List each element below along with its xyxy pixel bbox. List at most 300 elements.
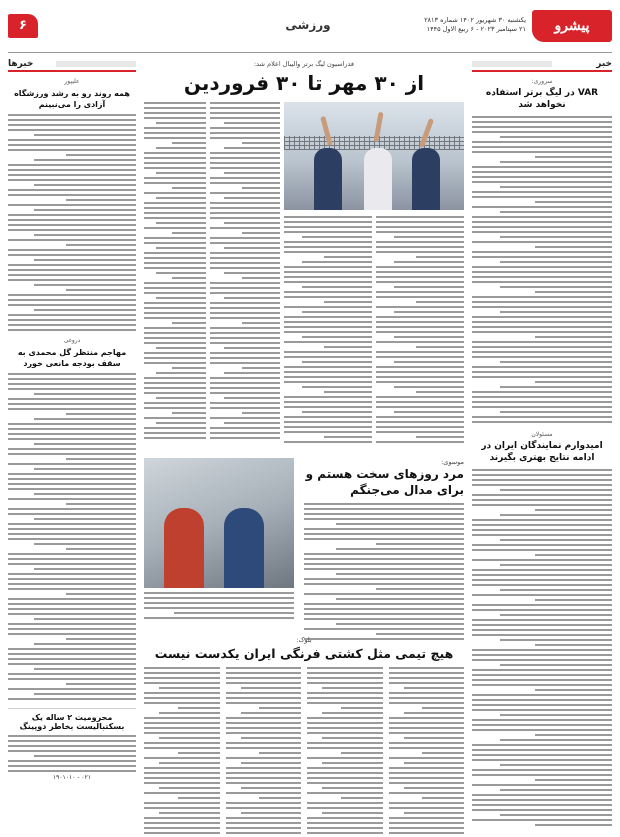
text-line	[8, 528, 136, 530]
text-line	[472, 276, 612, 278]
text-line	[472, 754, 612, 756]
text-line	[284, 296, 372, 298]
text-line	[324, 436, 372, 438]
text-line	[144, 242, 206, 244]
text-line	[226, 832, 302, 834]
item-title: محرومیت ۲ ساله یک بسکتبالیست بخاطر دوپینگ	[8, 708, 136, 731]
text-line	[144, 207, 206, 209]
text-line	[8, 219, 136, 221]
text-line	[34, 418, 136, 420]
text-line	[144, 282, 206, 284]
text-line	[8, 383, 136, 385]
text-line	[472, 619, 612, 621]
text-line	[156, 397, 206, 399]
text-line	[472, 166, 612, 168]
item-body	[8, 735, 136, 772]
text-line	[535, 599, 612, 601]
text-line	[226, 747, 302, 749]
text-line	[34, 284, 136, 286]
text-line	[66, 683, 136, 685]
text-line	[8, 194, 136, 196]
text-line	[307, 832, 383, 834]
text-line	[210, 392, 280, 394]
text-line	[307, 782, 383, 784]
text-line	[376, 351, 464, 353]
text-line	[472, 396, 612, 398]
text-line	[472, 569, 612, 571]
text-line	[8, 563, 136, 565]
text-line	[535, 156, 612, 158]
text-line	[284, 276, 372, 278]
text-line	[178, 797, 220, 799]
text-line	[226, 817, 302, 819]
text-line	[500, 236, 612, 238]
text-line	[389, 697, 465, 699]
text-line	[226, 792, 302, 794]
text-line	[472, 629, 612, 631]
text-line	[307, 697, 383, 699]
text-line	[34, 159, 136, 161]
text-line	[472, 504, 612, 506]
text-line	[500, 589, 612, 591]
text-line	[500, 714, 612, 716]
column-label: خبر	[596, 59, 612, 69]
text-line	[144, 167, 206, 169]
text-line	[376, 356, 464, 358]
text-line	[302, 311, 372, 313]
lead-body-col	[144, 102, 206, 439]
text-line	[8, 765, 136, 767]
text-line	[394, 411, 464, 413]
text-line	[535, 336, 612, 338]
text-line	[376, 291, 464, 293]
text-line	[210, 332, 280, 334]
text-line	[472, 594, 612, 596]
lead-headline: از ۳۰ مهر تا ۳۰ فروردین	[183, 71, 425, 95]
text-line	[8, 319, 136, 321]
text-line	[144, 112, 206, 114]
text-line	[8, 269, 136, 271]
text-line	[404, 737, 464, 739]
text-line	[472, 131, 612, 133]
text-line	[472, 654, 612, 656]
text-line	[389, 817, 465, 819]
text-line	[144, 392, 206, 394]
text-line	[284, 356, 372, 358]
text-line	[304, 628, 464, 630]
text-line	[144, 337, 206, 339]
text-line	[307, 807, 383, 809]
text-line	[224, 297, 280, 299]
text-line	[34, 518, 136, 520]
text-line	[144, 437, 206, 439]
text-line	[8, 508, 136, 510]
text-line	[389, 782, 465, 784]
text-line	[472, 241, 612, 243]
text-line	[472, 231, 612, 233]
text-line	[241, 712, 301, 714]
lead-body-col	[376, 216, 464, 443]
text-line	[34, 209, 136, 211]
text-line	[472, 141, 612, 143]
text-line	[241, 737, 301, 739]
text-line	[144, 327, 206, 329]
text-line	[389, 692, 465, 694]
text-line	[8, 324, 136, 326]
text-line	[535, 381, 612, 383]
text-line	[8, 453, 136, 455]
second-photo	[144, 458, 294, 588]
text-line	[144, 417, 206, 419]
text-line	[8, 438, 136, 440]
text-line	[472, 296, 612, 298]
text-line	[241, 687, 301, 689]
phone-number: ۱۹۰۱۰۱۰ - ۰۲۱	[52, 774, 92, 781]
text-line	[210, 307, 280, 309]
text-line	[8, 698, 136, 700]
text-line	[144, 597, 294, 599]
text-line	[8, 745, 136, 747]
text-line	[302, 361, 372, 363]
text-line	[472, 251, 612, 253]
text-line	[472, 196, 612, 198]
text-line	[284, 406, 372, 408]
text-line	[144, 387, 206, 389]
text-line	[8, 433, 136, 435]
text-line	[144, 592, 294, 594]
text-line	[144, 727, 220, 729]
text-line	[472, 804, 612, 806]
text-line	[389, 807, 465, 809]
text-line	[472, 116, 612, 118]
text-line	[376, 371, 464, 373]
text-line	[535, 734, 612, 736]
text-line	[210, 132, 280, 134]
page-header	[8, 8, 612, 52]
text-line	[159, 712, 219, 714]
text-line	[144, 722, 220, 724]
text-line	[284, 341, 372, 343]
text-line	[304, 593, 464, 595]
text-line	[210, 152, 280, 154]
third-article	[144, 636, 464, 837]
text-line	[144, 237, 206, 239]
text-line	[144, 382, 206, 384]
text-line	[404, 687, 464, 689]
text-line	[210, 212, 280, 214]
text-line	[8, 473, 136, 475]
text-line	[144, 132, 206, 134]
text-line	[376, 226, 464, 228]
text-line	[472, 584, 612, 586]
text-line	[8, 740, 136, 742]
header-bar	[472, 61, 552, 67]
text-line	[416, 391, 464, 393]
text-line	[422, 797, 464, 799]
text-line	[535, 824, 612, 826]
text-line	[307, 792, 383, 794]
text-line	[8, 249, 136, 251]
left-news-column	[8, 58, 136, 828]
text-line	[472, 121, 612, 123]
text-line	[322, 812, 382, 814]
text-line	[144, 307, 206, 309]
text-line	[307, 777, 383, 779]
text-line	[8, 129, 136, 131]
text-line	[307, 772, 383, 774]
third-body-col	[144, 667, 220, 837]
text-line	[144, 352, 206, 354]
text-line	[8, 398, 136, 400]
text-line	[8, 314, 136, 316]
text-line	[472, 799, 612, 801]
text-line	[224, 122, 280, 124]
text-line	[322, 737, 382, 739]
second-body	[304, 503, 464, 640]
text-line	[210, 292, 280, 294]
text-line	[66, 244, 136, 246]
text-line	[34, 443, 136, 445]
text-line	[144, 742, 220, 744]
text-line	[304, 538, 464, 540]
text-line	[210, 242, 280, 244]
text-line	[66, 154, 136, 156]
text-line	[226, 677, 302, 679]
text-line	[210, 192, 280, 194]
text-line	[224, 347, 280, 349]
text-line	[8, 304, 136, 306]
text-line	[210, 262, 280, 264]
text-line	[304, 558, 464, 560]
text-line	[322, 687, 382, 689]
text-line	[304, 553, 464, 555]
text-line	[284, 351, 372, 353]
text-line	[144, 772, 220, 774]
text-line	[394, 361, 464, 363]
text-line	[389, 732, 465, 734]
text-line	[224, 172, 280, 174]
lead-body-col	[210, 102, 280, 439]
text-line	[500, 814, 612, 816]
main-articles	[144, 58, 464, 828]
text-line	[226, 702, 302, 704]
third-body-col	[307, 667, 383, 837]
text-line	[394, 311, 464, 313]
text-line	[224, 222, 280, 224]
text-line	[172, 187, 206, 189]
text-line	[472, 744, 612, 746]
text-line	[8, 735, 136, 737]
text-line	[472, 559, 612, 561]
text-line	[324, 256, 372, 258]
text-line	[472, 649, 612, 651]
text-line	[226, 722, 302, 724]
text-line	[8, 378, 136, 380]
text-line	[535, 644, 612, 646]
text-line	[302, 236, 372, 238]
text-line	[224, 247, 280, 249]
text-line	[284, 266, 372, 268]
text-line	[8, 204, 136, 206]
text-line	[159, 762, 219, 764]
text-line	[156, 197, 206, 199]
text-line	[8, 448, 136, 450]
text-line	[302, 411, 372, 413]
text-line	[394, 336, 464, 338]
text-line	[389, 792, 465, 794]
text-line	[284, 291, 372, 293]
item-title: مهاجم منتظر گل محمدی به سقف بودجه مانعی خورد	[17, 348, 127, 368]
text-line	[472, 171, 612, 173]
text-line	[144, 767, 220, 769]
text-line	[376, 366, 464, 368]
text-line	[376, 396, 464, 398]
text-line	[8, 760, 136, 762]
text-line	[389, 832, 465, 834]
text-line	[302, 261, 372, 263]
text-line	[336, 598, 464, 600]
text-line	[472, 376, 612, 378]
text-line	[156, 297, 206, 299]
text-line	[144, 782, 220, 784]
text-line	[472, 341, 612, 343]
player-figure	[364, 148, 392, 210]
text-line	[210, 207, 280, 209]
text-line	[144, 407, 206, 409]
text-line	[500, 411, 612, 413]
text-line	[472, 351, 612, 353]
brief-kicker: سروری:	[531, 78, 553, 85]
text-line	[144, 127, 206, 129]
text-line	[500, 386, 612, 388]
text-line	[210, 317, 280, 319]
text-line	[224, 147, 280, 149]
text-line	[472, 624, 612, 626]
text-line	[156, 122, 206, 124]
text-line	[156, 422, 206, 424]
text-line	[8, 553, 136, 555]
text-line	[472, 694, 612, 696]
text-line	[144, 692, 220, 694]
text-line	[472, 669, 612, 671]
lead-body-col	[284, 216, 372, 443]
text-line	[8, 478, 136, 480]
text-line	[389, 667, 465, 669]
text-line	[226, 732, 302, 734]
text-line	[224, 422, 280, 424]
text-line	[304, 503, 464, 505]
text-line	[389, 722, 465, 724]
text-line	[307, 822, 383, 824]
text-line	[302, 336, 372, 338]
text-line	[210, 357, 280, 359]
text-line	[210, 107, 280, 109]
text-line	[144, 312, 206, 314]
text-line	[500, 489, 612, 491]
text-line	[8, 533, 136, 535]
text-line	[472, 216, 612, 218]
text-line	[376, 321, 464, 323]
text-line	[472, 281, 612, 283]
text-line	[535, 509, 612, 511]
text-line	[376, 441, 464, 443]
text-line	[389, 757, 465, 759]
text-line	[284, 371, 372, 373]
text-line	[472, 709, 612, 711]
text-line	[336, 623, 464, 625]
text-line	[307, 757, 383, 759]
issue-date	[424, 16, 526, 34]
text-line	[144, 362, 206, 364]
text-line	[304, 568, 464, 570]
text-line	[472, 794, 612, 796]
text-line	[472, 724, 612, 726]
text-line	[376, 421, 464, 423]
text-line	[241, 762, 301, 764]
text-line	[34, 543, 136, 545]
text-line	[259, 797, 301, 799]
text-line	[322, 762, 382, 764]
text-line	[144, 717, 220, 719]
text-line	[472, 674, 612, 676]
text-line	[500, 161, 612, 163]
text-line	[242, 142, 281, 144]
text-line	[307, 672, 383, 674]
text-line	[284, 331, 372, 333]
text-line	[226, 757, 302, 759]
text-line	[472, 256, 612, 258]
text-line	[8, 274, 136, 276]
text-line	[422, 707, 464, 709]
text-line	[242, 277, 281, 279]
text-line	[304, 528, 464, 530]
text-line	[144, 432, 206, 434]
text-line	[472, 146, 612, 148]
column-header	[8, 58, 136, 72]
third-body-col	[389, 667, 465, 837]
text-line	[336, 523, 464, 525]
text-line	[144, 192, 206, 194]
text-line	[144, 832, 220, 834]
text-line	[210, 182, 280, 184]
text-line	[226, 777, 302, 779]
text-line	[8, 573, 136, 575]
text-line	[8, 189, 136, 191]
text-line	[472, 549, 612, 551]
text-line	[144, 262, 206, 264]
text-line	[304, 613, 464, 615]
text-line	[472, 769, 612, 771]
text-line	[144, 677, 220, 679]
text-line	[500, 564, 612, 566]
text-line	[226, 822, 302, 824]
text-line	[210, 377, 280, 379]
column-header	[472, 58, 612, 72]
text-line	[224, 397, 280, 399]
text-line	[535, 291, 612, 293]
text-line	[210, 427, 280, 429]
text-line	[8, 488, 136, 490]
text-line	[376, 633, 464, 635]
text-line	[284, 396, 372, 398]
text-line	[472, 416, 612, 418]
text-line	[284, 426, 372, 428]
text-line	[389, 747, 465, 749]
text-line	[34, 618, 136, 620]
text-line	[210, 282, 280, 284]
text-line	[284, 251, 372, 253]
text-line	[416, 301, 464, 303]
